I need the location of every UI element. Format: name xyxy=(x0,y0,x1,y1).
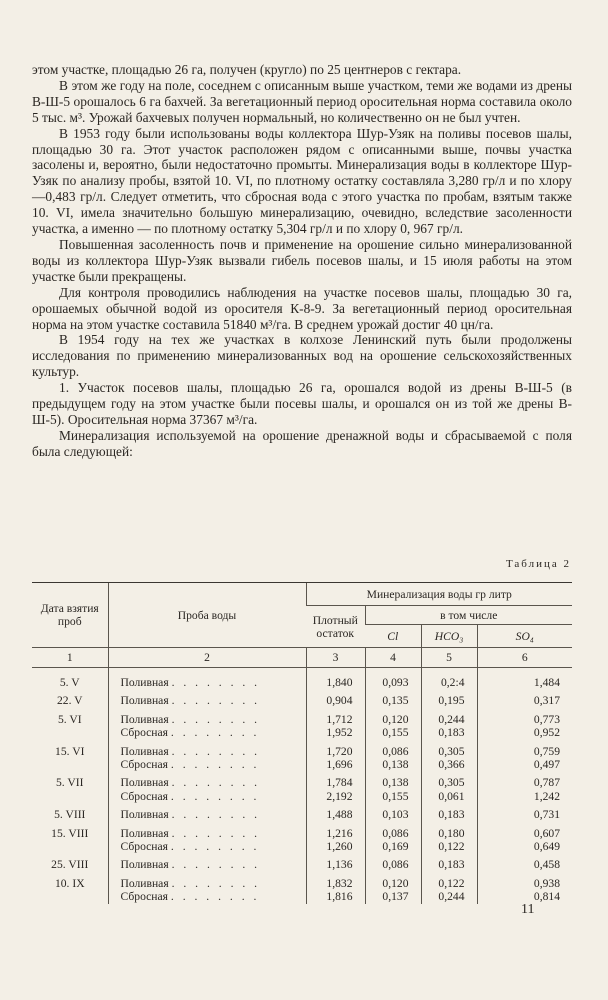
sample-kind-label: Сбросная xyxy=(120,890,168,904)
value-dry: 1,136 xyxy=(326,858,353,872)
leader-dots: . . . . . . . . xyxy=(170,890,260,904)
cell-date: 5. VIII xyxy=(54,808,86,822)
value-hco3: 0,305 xyxy=(438,776,465,790)
value-dry: 1,816 xyxy=(326,890,353,904)
sample-kind-label: Поливная xyxy=(120,826,169,840)
cell-so4 xyxy=(477,668,572,690)
table-row xyxy=(32,689,572,707)
cell-so4 xyxy=(477,740,572,772)
cell-date: 22. V xyxy=(56,694,83,708)
value-hco3: 0,305 xyxy=(438,744,465,758)
table-row xyxy=(32,740,572,772)
cell-sample-kind xyxy=(108,689,306,707)
value-hco3: 0,061 xyxy=(438,789,465,803)
sample-kind-line xyxy=(121,808,306,821)
value-hco3: 0,195 xyxy=(438,694,465,708)
column-number-row xyxy=(32,648,572,668)
sample-kind-label: Поливная xyxy=(120,808,169,822)
header-cl-text: Cl xyxy=(387,629,399,643)
header-cl xyxy=(365,625,421,648)
value-dry: 1,260 xyxy=(326,840,353,854)
sample-kind-line xyxy=(121,745,306,758)
cell-dry xyxy=(306,689,365,707)
header-so4-text: SO₄ xyxy=(515,629,534,643)
sample-kind-line xyxy=(121,776,306,789)
sample-kind-label: Сбросная xyxy=(120,726,168,740)
value-so4: 0,759 xyxy=(533,744,560,758)
sample-kind-line xyxy=(121,827,306,840)
header-so4 xyxy=(477,625,572,648)
table-row xyxy=(32,872,572,904)
value-cl: 0,086 xyxy=(382,744,409,758)
sample-kind-line xyxy=(121,790,306,803)
cell-sample-kind xyxy=(108,771,306,803)
cell-cl xyxy=(365,872,421,904)
leader-dots: . . . . . . . . xyxy=(170,758,260,772)
cell-sample-kind xyxy=(108,853,306,871)
sample-kind-line xyxy=(121,713,306,726)
leader-dots: . . . . . . . . xyxy=(171,712,261,726)
cell-sample-kind xyxy=(108,872,306,904)
value-so4: 0,814 xyxy=(533,890,560,904)
cell-hco3 xyxy=(421,853,477,871)
sample-kind-line xyxy=(121,840,306,853)
sample-kind-line xyxy=(121,726,306,739)
value-dry: 0,904 xyxy=(326,694,353,708)
value-hco3: 0,122 xyxy=(438,840,465,854)
header-sample: Проба воды xyxy=(108,583,306,648)
column-number: 6 xyxy=(477,648,572,668)
cell-cl xyxy=(365,803,421,821)
sample-kind-line xyxy=(121,858,306,871)
header-hco3-text: HCO₃ xyxy=(434,629,464,643)
cell-hco3 xyxy=(421,689,477,707)
value-hco3: 0,180 xyxy=(438,826,465,840)
sample-kind-label: Поливная xyxy=(120,776,169,790)
cell-hco3 xyxy=(421,872,477,904)
leader-dots: . . . . . . . . xyxy=(170,726,260,740)
value-hco3: 0,183 xyxy=(438,808,465,822)
value-so4: 0,607 xyxy=(533,826,560,840)
sample-kind-label: Поливная xyxy=(120,676,169,689)
cell-hco3 xyxy=(421,771,477,803)
value-cl: 0,093 xyxy=(382,676,409,689)
cell-so4 xyxy=(477,872,572,904)
paragraph: этом участке, площадью 26 га, получен (кругло) по 25 центнеров с гектара. xyxy=(32,62,462,77)
cell-date: 25. VIII xyxy=(51,858,89,872)
value-hco3: 0,2:4 xyxy=(440,676,465,689)
value-so4: 0,458 xyxy=(533,858,560,872)
value-cl: 0,120 xyxy=(382,876,409,890)
column-number: 2 xyxy=(108,648,306,668)
value-so4: 0,497 xyxy=(533,758,560,772)
value-so4: 0,952 xyxy=(533,726,560,740)
sample-kind-label: Сбросная xyxy=(120,758,168,772)
cell-hco3 xyxy=(421,803,477,821)
header-dry-residue: Плотный остаток xyxy=(306,606,365,648)
value-cl: 0,103 xyxy=(382,808,409,822)
value-hco3: 0,183 xyxy=(438,726,465,740)
leader-dots: . . . . . . . . xyxy=(171,694,261,708)
cell-hco3 xyxy=(421,668,477,690)
paragraph: В этом же году на поле, соседнем с описанным выше участком, теми же водами из дрены В-Ш-5 орошалось 6 га бахчей. За вегетационный период оросительная норма составила около 5 тыс. м³. Урожай бахчевых получен нормальный, но количественно он не был учтен. xyxy=(32,77,572,125)
sample-kind-label: Сбросная xyxy=(120,789,168,803)
cell-dry xyxy=(306,803,365,821)
value-cl: 0,138 xyxy=(382,776,409,790)
cell-dry xyxy=(306,822,365,854)
sample-kind-label: Поливная xyxy=(120,744,169,758)
value-so4: 0,731 xyxy=(533,808,560,822)
mineralization-table xyxy=(32,582,572,904)
cell-date: 10. IX xyxy=(54,876,85,890)
cell-dry xyxy=(306,708,365,740)
cell-sample-kind xyxy=(108,708,306,740)
sample-kind-line xyxy=(121,758,306,771)
leader-dots: . . . . . . . . xyxy=(171,776,261,790)
sample-kind-label: Поливная xyxy=(120,712,169,726)
header-mineralization: Минерализация воды гр литр xyxy=(306,583,572,606)
sample-kind-label: Поливная xyxy=(120,694,169,708)
leader-dots: . . . . . . . . xyxy=(170,840,260,854)
table-row xyxy=(32,708,572,740)
header-including: в том числе xyxy=(365,606,572,625)
leader-dots: . . . . . . . . xyxy=(170,789,260,803)
cell-dry xyxy=(306,853,365,871)
value-hco3: 0,244 xyxy=(438,712,465,726)
table-body xyxy=(32,668,572,904)
cell-cl xyxy=(365,853,421,871)
value-hco3: 0,366 xyxy=(438,758,465,772)
cell-date: 5. V xyxy=(59,676,80,689)
leader-dots: . . . . . . . . xyxy=(171,858,261,872)
header-hco3 xyxy=(421,625,477,648)
cell-sample-kind xyxy=(108,803,306,821)
value-hco3: 0,244 xyxy=(438,890,465,904)
paragraph: В 1953 году были использованы воды коллектора Шур-Узяк на поливы посевов шалы, площадью 30 га. Этот участок расположен рядом с описанными выше, почвы участка засолены и, вероятно, были недостаточно промыты. Минерализация воды в коллекторе Шур-Узяк по анализу пробы, взятой 10. VI, по плотному остатку составляла 3,280 гр/л и по хлору —0,483 гр/л. Следует отметить, что сбросная вода с этого участка по пробам, взятым также 10. VI, имела значительно большую минерализацию, очевидно, вследствие засоленности участка, а именно — по плотному остатку 5,304 гр/л и по хлору 0, 967 гр/л. xyxy=(32,125,572,237)
value-cl: 0,138 xyxy=(382,758,409,772)
value-dry: 1,720 xyxy=(326,744,353,758)
cell-date: 5. VII xyxy=(56,776,84,790)
sample-kind-line xyxy=(121,890,306,903)
cell-cl xyxy=(365,708,421,740)
value-so4: 1,484 xyxy=(533,676,560,689)
table-row xyxy=(32,803,572,821)
value-so4: 0,649 xyxy=(533,840,560,854)
page-number: 11 xyxy=(521,902,535,917)
value-dry: 1,216 xyxy=(326,826,353,840)
value-so4: 0,938 xyxy=(533,876,560,890)
cell-so4 xyxy=(477,689,572,707)
column-number: 5 xyxy=(421,648,477,668)
value-so4: 0,773 xyxy=(533,712,560,726)
column-number: 4 xyxy=(365,648,421,668)
table-row xyxy=(32,668,572,690)
value-so4: 0,787 xyxy=(533,776,560,790)
value-cl: 0,120 xyxy=(382,712,409,726)
sample-kind-label: Поливная xyxy=(120,876,169,890)
cell-cl xyxy=(365,668,421,690)
cell-so4 xyxy=(477,853,572,871)
cell-so4 xyxy=(477,803,572,821)
cell-cl xyxy=(365,822,421,854)
cell-dry xyxy=(306,771,365,803)
column-number: 1 xyxy=(32,648,108,668)
sample-kind-label: Поливная xyxy=(120,858,169,872)
value-cl: 0,155 xyxy=(382,789,409,803)
table-row xyxy=(32,771,572,803)
sample-kind-line xyxy=(121,877,306,890)
value-so4: 0,317 xyxy=(533,694,560,708)
leader-dots: . . . . . . . . xyxy=(171,826,261,840)
cell-date: 15. VIII xyxy=(51,826,89,840)
cell-hco3 xyxy=(421,822,477,854)
cell-hco3 xyxy=(421,708,477,740)
cell-so4 xyxy=(477,771,572,803)
cell-dry xyxy=(306,668,365,690)
cell-so4 xyxy=(477,822,572,854)
cell-cl xyxy=(365,740,421,772)
sample-kind-label: Сбросная xyxy=(120,840,168,854)
value-dry: 1,784 xyxy=(326,776,353,790)
paragraph: Повышенная засоленность почв и применение на орошение сильно минерализованной воды из коллектора Шур-Узяк вызвали гибель посевов шалы, и 15 июля работы на этом участке были прекращены. xyxy=(32,236,572,284)
cell-date: 5. VI xyxy=(57,712,82,726)
value-cl: 0,086 xyxy=(382,826,409,840)
paragraph: В 1954 году на тех же участках в колхозе Ленинский путь были продолжены исследования по применению минерализованных вод на орошение сельскохозяйственных культур. xyxy=(32,332,572,380)
cell-sample-kind xyxy=(108,740,306,772)
paragraph: Для контроля проводились наблюдения на участке посевов шалы, площадью 30 га, орошаемых обычной водой из оросителя К-8-9. За вегетационный период оросительная норма на этом участке составила 51840 м³/га. В среднем урожай достиг 40 цн/га. xyxy=(32,284,572,332)
paragraph: Минерализация используемой на орошение дренажной воды и сбрасываемой с поля была следующей: xyxy=(32,427,572,459)
cell-sample-kind xyxy=(108,668,306,690)
value-dry: 1,696 xyxy=(326,758,353,772)
cell-cl xyxy=(365,771,421,803)
header-date: Дата взятия проб xyxy=(32,583,108,648)
value-dry: 1,712 xyxy=(326,712,353,726)
leader-dots: . . . . . . . . xyxy=(171,876,261,890)
value-cl: 0,137 xyxy=(382,890,409,904)
column-number: 3 xyxy=(306,648,365,668)
paragraph: 1. Участок посевов шалы, площадью 26 га, орошался водой из дрены В-Ш-5 (в предыдущем году на этом участке были посевы шалы, и орошался он из той же дрены В-Ш-5). Оросительная норма 37367 м³/га. xyxy=(32,380,572,427)
cell-dry xyxy=(306,872,365,904)
sample-kind-line xyxy=(121,676,306,689)
table-row xyxy=(32,853,572,871)
sample-kind-line xyxy=(121,694,306,707)
value-dry: 1,832 xyxy=(326,876,353,890)
value-cl: 0,169 xyxy=(382,840,409,854)
value-cl: 0,135 xyxy=(382,694,409,708)
value-dry: 1,488 xyxy=(326,808,353,822)
table-caption: Таблица 2 xyxy=(505,558,571,570)
cell-dry xyxy=(306,740,365,772)
cell-sample-kind xyxy=(108,822,306,854)
value-hco3: 0,122 xyxy=(438,876,465,890)
value-hco3: 0,183 xyxy=(438,858,465,872)
leader-dots: . . . . . . . . xyxy=(171,808,261,822)
value-dry: 1,840 xyxy=(326,676,353,689)
cell-cl xyxy=(365,689,421,707)
body-text xyxy=(32,62,572,460)
value-cl: 0,155 xyxy=(382,726,409,740)
value-so4: 1,242 xyxy=(533,789,560,803)
cell-hco3 xyxy=(421,740,477,772)
table-row xyxy=(32,822,572,854)
leader-dots: . . . . . . . . xyxy=(171,676,261,689)
value-dry: 1,952 xyxy=(326,726,353,740)
cell-so4 xyxy=(477,708,572,740)
value-cl: 0,086 xyxy=(382,858,409,872)
value-dry: 2,192 xyxy=(326,789,353,803)
leader-dots: . . . . . . . . xyxy=(171,744,261,758)
cell-date: 15. VI xyxy=(55,744,85,758)
